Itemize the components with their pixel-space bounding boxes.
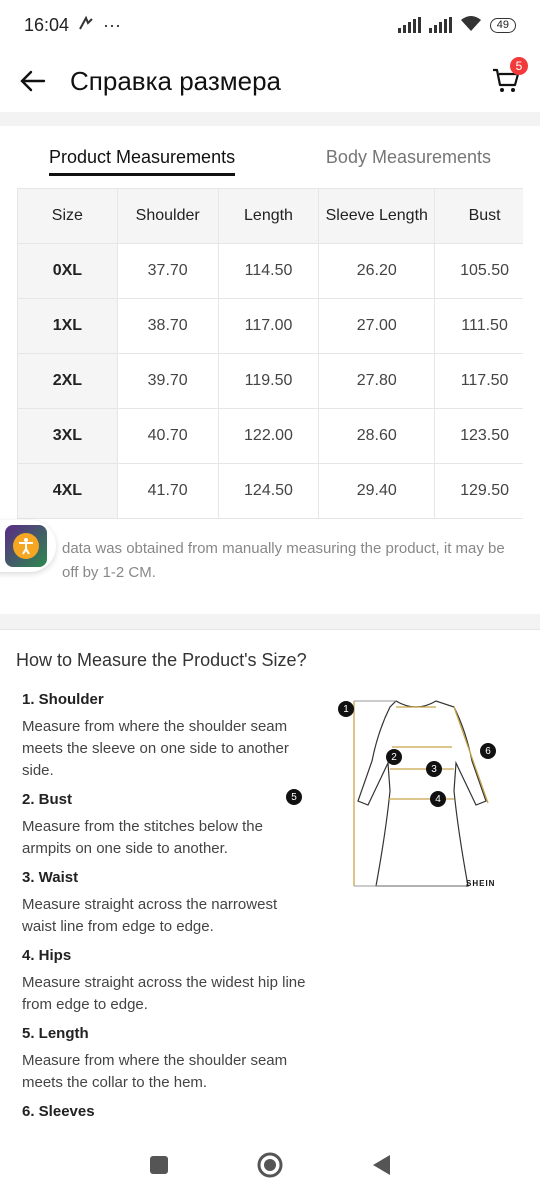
step-title: 4. Hips [22,947,72,964]
table-cell: 111.50 [435,299,523,354]
table-cell: 129.50 [435,464,523,519]
column-header-size: Size [18,189,118,244]
size-table [17,188,523,519]
how-to-measure-title: How to Measure the Product's Size? [16,650,307,670]
table-row [18,244,524,299]
accessibility-button[interactable] [0,520,56,572]
table-cell: 38.70 [117,299,218,354]
status-bar [0,0,540,50]
table-cell: 114.50 [218,244,319,299]
tab-product-measurements[interactable]: Product Measurements [49,146,236,167]
tab-body-measurements[interactable]: Body Measurements [325,146,491,167]
step-title: 2. Bust [22,791,73,808]
column-header-shoulder: Shoulder [117,189,218,244]
home-button[interactable] [256,1151,284,1184]
table-cell: 39.70 [117,354,218,409]
step-desc: Measure from where the shoulder seam meets the collar to the hem. [22,1052,288,1091]
table-cell: 117.00 [218,299,319,354]
signal-icon-2 [429,17,452,33]
column-header-length: Length [218,189,319,244]
table-cell: 37.70 [117,244,218,299]
table-cell: 117.50 [435,354,523,409]
measurement-tabs [0,126,540,188]
size-table-scroll[interactable] [17,188,523,519]
page-title: Справка размера [70,65,282,96]
system-nav-bar [0,1134,540,1200]
dress-diagram [291,691,524,1128]
table-cell: 41.70 [117,464,218,519]
square-icon [148,1154,170,1176]
wifi-icon [460,15,482,36]
step-title: 1. Shoulder [22,691,104,708]
home-circle-icon [256,1151,284,1179]
size-cell: 4XL [18,464,118,519]
battery-icon: 49 [490,18,516,33]
table-header-row [18,189,524,244]
measure-steps [16,691,306,1128]
table-cell: 29.40 [319,464,435,519]
table-cell: 26.20 [319,244,435,299]
table-row [18,464,524,519]
notification-icon [77,15,95,36]
marker-3-icon: 3 [426,761,442,777]
step-desc: Measure straight across the narrowest waist line from edge to edge. [22,896,278,935]
table-cell: 27.00 [319,299,435,354]
app-header [0,50,540,112]
step-title: 6. Sleeves [22,1103,95,1120]
table-cell: 119.50 [218,354,319,409]
marker-2-icon: 2 [386,749,402,765]
measurement-note-container [0,519,540,614]
divider-band-2 [0,614,540,630]
marker-4-icon: 4 [430,791,446,807]
table-row [18,354,524,409]
signal-icon [398,17,421,33]
table-cell: 28.60 [319,409,435,464]
table-cell: 27.80 [319,354,435,409]
cart-button[interactable] [488,59,524,99]
table-cell: 40.70 [117,409,218,464]
column-header-bust: Bust [435,189,523,244]
table-cell: 124.50 [218,464,319,519]
accessibility-icon [13,533,39,559]
column-header-sleeve-length: Sleeve Length [319,189,435,244]
measurement-note: data was obtained from manually measuring the product, it may be off by 1-2 CM. [62,540,505,581]
status-more: ··· [103,14,122,35]
marker-1-icon: 1 [338,701,354,717]
size-cell: 3XL [18,409,118,464]
how-to-measure-section [0,630,540,1128]
table-cell: 122.00 [218,409,319,464]
table-row [18,299,524,354]
size-cell: 2XL [18,354,118,409]
back-button[interactable] [16,64,50,98]
cart-badge: 5 [510,57,528,75]
step-desc: Measure from where the shoulder seam meets the sleeve on one side to another side. [22,718,289,779]
divider-band [0,112,540,126]
dress-measurement-illustration [306,691,516,901]
status-time: 16:04 [24,14,70,35]
triangle-back-icon [370,1153,392,1177]
step-title: 3. Waist [22,869,79,886]
back-nav-button[interactable] [370,1153,392,1182]
marker-5-icon: 5 [286,789,302,805]
recents-button[interactable] [148,1154,170,1181]
size-cell: 1XL [18,299,118,354]
arrow-left-icon [20,70,46,92]
step-title: 5. Length [22,1025,89,1042]
step-desc: Measure straight across the widest hip line from edge to edge. [22,974,306,1013]
table-cell: 123.50 [435,409,523,464]
step-desc: Measure from the stitches below the armpits on one side to another. [22,818,263,857]
marker-6-icon: 6 [480,743,496,759]
brand-logo: SHEIN [466,879,496,888]
table-row [18,409,524,464]
size-cell: 0XL [18,244,118,299]
table-cell: 105.50 [435,244,523,299]
